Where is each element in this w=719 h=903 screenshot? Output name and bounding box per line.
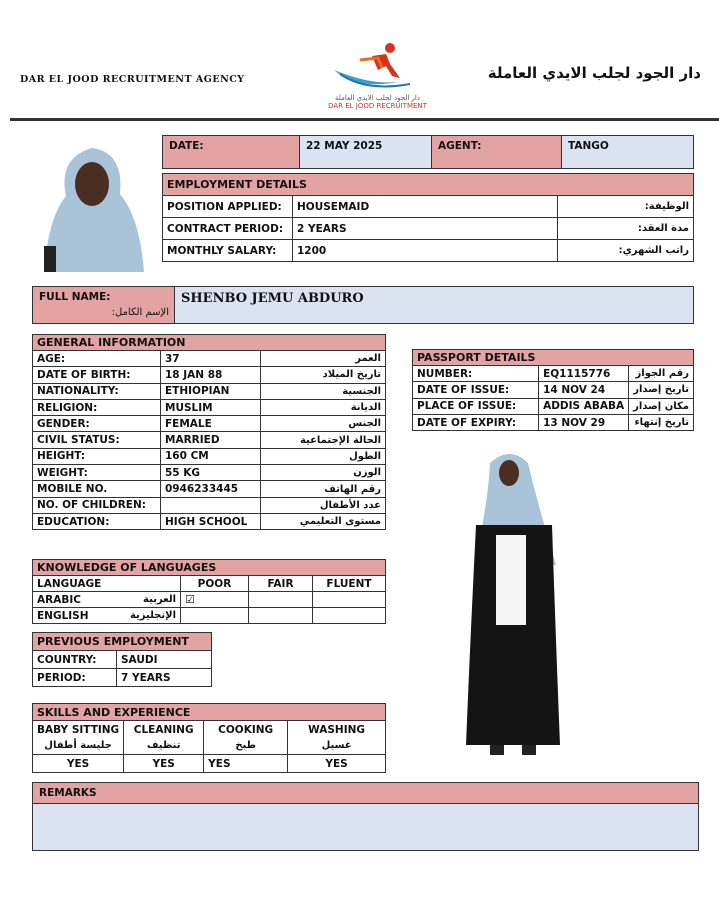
row-label-ar: مكان إصدار	[629, 398, 694, 414]
position-label: POSITION APPLIED:	[163, 196, 293, 218]
row-label: WEIGHT:	[33, 465, 161, 481]
contract-value: 2 YEARS	[293, 218, 558, 240]
row-label-ar: الوزن	[261, 465, 386, 481]
row-value: MARRIED	[161, 432, 261, 448]
skill-cooking	[204, 721, 288, 755]
skill-cooking-value: YES	[204, 755, 288, 773]
row-label: PLACE OF ISSUE:	[413, 398, 539, 414]
row-value: 0946233445	[161, 481, 261, 497]
skill-washing	[288, 721, 386, 755]
row-label: HEIGHT:	[33, 448, 161, 464]
fullname-value: SHENBO JEMU ABDURO	[181, 291, 364, 306]
position-label-ar: الوظيفة:	[558, 196, 694, 218]
row-label-ar: الحالة الإجتماعية	[261, 432, 386, 448]
row-label: DATE OF EXPIRY:	[413, 414, 539, 430]
remarks-header	[32, 782, 699, 804]
position-value: HOUSEMAID	[293, 196, 558, 218]
passport-details-table	[412, 349, 694, 431]
table-row	[33, 608, 386, 624]
row-label-ar: الجنسية	[261, 383, 386, 399]
language-arabic-ar: العربية	[143, 593, 176, 605]
table-row	[413, 398, 694, 414]
agent-value-cell	[561, 135, 694, 169]
english-fair-cell	[249, 608, 313, 624]
row-value: 37	[161, 351, 261, 367]
full-body-photo	[460, 445, 570, 765]
row-value: 13 NOV 29	[539, 414, 629, 430]
skill-washing-value: YES	[288, 755, 386, 773]
row-label: NO. OF CHILDREN:	[33, 497, 161, 513]
table-row	[33, 481, 386, 497]
table-row	[163, 218, 694, 240]
row-label-ar: تاريخ إصدار	[629, 382, 694, 398]
row-label: NUMBER:	[413, 366, 539, 382]
table-row	[33, 592, 386, 608]
skill-babysitting-value: YES	[33, 755, 124, 773]
skill-babysitting-en: BABY SITTING	[37, 723, 120, 736]
row-value: 160 CM	[161, 448, 261, 464]
contract-label-ar: مدة العقد:	[558, 218, 694, 240]
agency-logo	[320, 40, 435, 118]
table-row	[413, 414, 694, 430]
skill-washing-en: WASHING	[308, 723, 366, 736]
country-value: SAUDI	[117, 651, 212, 669]
general-information-table	[32, 334, 386, 530]
agent-value: TANGO	[568, 140, 609, 152]
row-label: DATE OF ISSUE:	[413, 382, 539, 398]
table-row	[33, 351, 386, 367]
row-value: ETHIOPIAN	[161, 383, 261, 399]
period-label: PERIOD:	[33, 669, 117, 687]
date-value-cell	[299, 135, 432, 169]
english-fluent-cell	[313, 608, 386, 624]
row-value: 18 JAN 88	[161, 367, 261, 383]
skill-cleaning	[124, 721, 204, 755]
agency-name-ar: دار الجود لجلب الايدي العاملة	[487, 64, 701, 82]
logo-icon	[320, 40, 435, 90]
language-arabic	[33, 592, 181, 608]
table-row	[33, 497, 386, 513]
row-label: CIVIL STATUS:	[33, 432, 161, 448]
row-label-ar: العمر	[261, 351, 386, 367]
table-row	[33, 399, 386, 415]
fullname-label-ar: الإسم الكامل:	[111, 307, 169, 318]
languages-table	[32, 559, 386, 624]
row-value: MUSLIM	[161, 399, 261, 415]
remarks-box	[32, 803, 699, 851]
table-row	[163, 240, 694, 262]
fluent-header: FLUENT	[313, 576, 386, 592]
row-label-ar: الديانة	[261, 399, 386, 415]
row-label: GENDER:	[33, 416, 161, 432]
agent-label: AGENT:	[438, 140, 482, 152]
row-label-ar: تاريخ الميلاد	[261, 367, 386, 383]
language-arabic-en: ARABIC	[37, 593, 81, 606]
passport-details-title: PASSPORT DETAILS	[413, 350, 694, 366]
row-value: ADDIS ABABA	[539, 398, 629, 414]
row-label-ar: عدد الأطفال	[261, 497, 386, 513]
employment-details-table	[162, 173, 694, 262]
row-label: MOBILE NO.	[33, 481, 161, 497]
date-value: 22 MAY 2025	[306, 140, 383, 152]
fullname-label: FULL NAME:	[39, 291, 111, 303]
contract-label: CONTRACT PERIOD:	[163, 218, 293, 240]
row-value: EQ1115776	[539, 366, 629, 382]
table-row	[413, 366, 694, 382]
table-row	[33, 416, 386, 432]
fair-header: FAIR	[249, 576, 313, 592]
languages-title: KNOWLEDGE OF LANGUAGES	[33, 560, 386, 576]
row-value: 55 KG	[161, 465, 261, 481]
agency-name-en: DAR EL JOOD RECRUITMENT AGENCY	[20, 74, 245, 85]
row-label: NATIONALITY:	[33, 383, 161, 399]
row-label: RELIGION:	[33, 399, 161, 415]
poor-header: POOR	[181, 576, 249, 592]
arabic-fair-cell	[249, 592, 313, 608]
fullname-value-cell	[174, 286, 694, 324]
header-divider	[10, 118, 719, 121]
row-label-ar: رقم الجواز	[629, 366, 694, 382]
salary-value: 1200	[293, 240, 558, 262]
row-label-ar: تاريخ إنتهاء	[629, 414, 694, 430]
row-label-ar: رقم الهاتف	[261, 481, 386, 497]
row-label-ar: مستوى التعليمي	[261, 513, 386, 529]
row-value	[161, 497, 261, 513]
row-label: AGE:	[33, 351, 161, 367]
arabic-poor-checkbox: ☑	[181, 592, 249, 608]
row-label: DATE OF BIRTH:	[33, 367, 161, 383]
skills-title: SKILLS AND EXPERIENCE	[33, 704, 386, 721]
skills-table	[32, 703, 386, 773]
table-row	[33, 448, 386, 464]
language-english-ar: الإنجليزية	[129, 609, 176, 621]
country-label: COUNTRY:	[33, 651, 117, 669]
skill-cleaning-value: YES	[124, 755, 204, 773]
skill-cleaning-en: CLEANING	[133, 723, 194, 736]
logo-text-en: DAR EL JOOD RECRUITMENT	[328, 102, 427, 110]
date-label-cell	[162, 135, 300, 169]
skill-babysitting	[33, 721, 124, 755]
row-label-ar: الجنس	[261, 416, 386, 432]
salary-label: MONTHLY SALARY:	[163, 240, 293, 262]
remarks-title: REMARKS	[39, 787, 97, 799]
general-information-title: GENERAL INFORMATION	[33, 335, 386, 351]
table-row	[33, 755, 386, 773]
agent-label-cell	[431, 135, 562, 169]
table-row	[33, 367, 386, 383]
logo-text-ar: دار الجود لجلب الايدي العاملة	[335, 94, 420, 102]
previous-employment-title: PREVIOUS EMPLOYMENT	[33, 633, 212, 651]
skill-cooking-en: COOKING	[218, 723, 274, 736]
date-label: DATE:	[169, 140, 204, 152]
table-row	[163, 196, 694, 218]
previous-employment-table	[32, 632, 212, 687]
portrait-photo	[36, 138, 150, 272]
table-row	[33, 383, 386, 399]
row-label-ar: الطول	[261, 448, 386, 464]
table-row	[33, 465, 386, 481]
language-english-en: ENGLISH	[37, 609, 89, 622]
table-row	[33, 432, 386, 448]
skill-babysitting-ar: جليسة أطفال	[44, 739, 112, 751]
arabic-fluent-cell	[313, 592, 386, 608]
row-label: EDUCATION:	[33, 513, 161, 529]
skill-cleaning-ar: تنظيف	[146, 739, 181, 751]
fullname-label-cell	[32, 286, 175, 324]
row-value: FEMALE	[161, 416, 261, 432]
period-value: 7 YEARS	[117, 669, 212, 687]
language-english	[33, 608, 181, 624]
table-row	[33, 576, 386, 592]
salary-label-ar: راتب الشهري:	[558, 240, 694, 262]
language-header: LANGUAGE	[33, 576, 181, 592]
row-value: 14 NOV 24	[539, 382, 629, 398]
row-value: HIGH SCHOOL	[161, 513, 261, 529]
skill-washing-ar: غسيل	[321, 739, 352, 751]
table-row	[413, 382, 694, 398]
table-row	[33, 721, 386, 755]
english-poor-cell	[181, 608, 249, 624]
skill-cooking-ar: طبخ	[235, 739, 257, 751]
employment-details-title: EMPLOYMENT DETAILS	[163, 174, 694, 196]
table-row	[33, 669, 212, 687]
table-row	[33, 651, 212, 669]
table-row	[33, 513, 386, 529]
